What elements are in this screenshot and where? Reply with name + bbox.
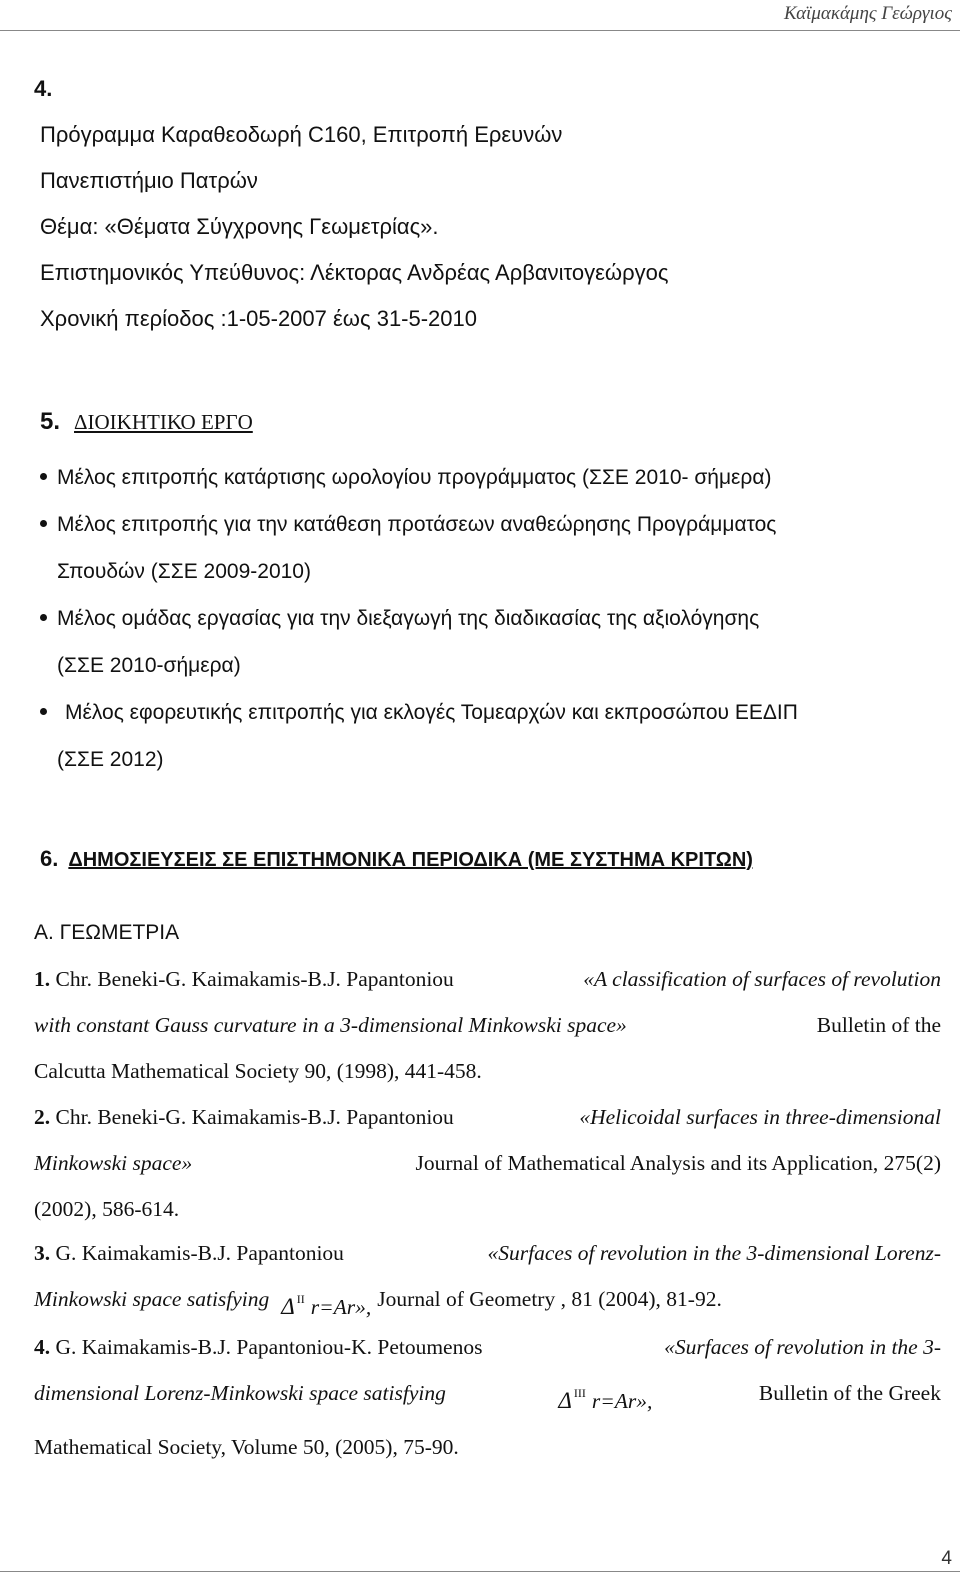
delta-symbol: Δ	[558, 1388, 572, 1413]
section6-subheading: Α. ΓΕΩΜΕΤΡΙΑ	[34, 921, 180, 944]
reference-authors: G. Kaimakamis-B.J. Papantoniou-K. Petoumenos	[55, 1335, 483, 1359]
reference-line	[34, 1048, 941, 1094]
section4-line: Χρονική περίοδος :1-05-2007 έως 31-5-2010	[40, 306, 478, 331]
header-author: Καϊμακάμης Γεώργιος	[783, 3, 952, 24]
reference-line	[34, 956, 941, 1002]
delta-superscript: II	[296, 1292, 305, 1306]
section4-lines	[40, 112, 668, 342]
reference-title: Minkowski space»	[34, 1151, 193, 1175]
section6-title: ΔΗΜΟΣΙΕΥΣΕΙΣ ΣΕ ΕΠΙΣΤΗΜΟΝΙΚΑ ΠΕΡΙΟΔΙΚΑ (ΜΕ ΣΥΣΤΗΜΑ ΚΡΙΤΩΝ)	[68, 849, 753, 871]
bullet-text-cont: (ΣΣΕ 2012)	[57, 748, 164, 771]
reference-journal: Journal of Mathematical Analysis and its Application, 275(2)	[415, 1151, 941, 1175]
reference-item	[34, 1230, 941, 1330]
reference-line	[34, 1324, 941, 1370]
reference-title: r=Ar»,	[310, 1295, 372, 1319]
bullet-item	[40, 595, 798, 642]
reference-line	[34, 1186, 941, 1232]
bullet-text: Μέλος επιτροπής κατάρτισης ωρολογίου προγράμματος (ΣΣΕ 2010- σήμερα)	[57, 466, 772, 489]
bullet-text-cont: Σπουδών (ΣΣΕ 2009-2010)	[57, 560, 311, 583]
reference-title: «Helicoidal surfaces in three-dimensional	[579, 1105, 941, 1129]
section4-number: 4.	[34, 76, 53, 101]
reference-title: «Surfaces of revolution in the 3-	[664, 1335, 941, 1359]
section6-heading	[40, 841, 753, 878]
reference-number: 3.	[34, 1241, 51, 1265]
reference-line	[34, 1370, 941, 1424]
section4-line: Θέμα: «Θέματα Σύγχρονης Γεωμετρίας».	[40, 214, 439, 239]
bullet-text: Μέλος ομάδας εργασίας για την διεξαγωγή της διαδικασίας της αξιολόγησης	[57, 607, 760, 630]
section6-number: 6.	[40, 846, 59, 871]
section5-number: 5.	[40, 408, 61, 435]
reference-line	[34, 1140, 941, 1186]
reference-number: 2.	[34, 1105, 51, 1129]
bullet-item	[40, 454, 798, 501]
section4-line: Πρόγραμμα Καραθεοδωρή C160, Επιτροπή Ερευνών	[40, 122, 563, 147]
reference-title: with constant Gauss curvature in a 3-dimensional Minkowski space»	[34, 1013, 627, 1037]
bullet-icon	[40, 708, 47, 715]
reference-item	[34, 1094, 941, 1232]
section5-bullet-list	[40, 454, 798, 783]
reference-line	[34, 1276, 941, 1330]
bullet-icon	[40, 614, 47, 621]
reference-line	[34, 1424, 941, 1470]
reference-number: 4.	[34, 1335, 51, 1359]
reference-title: Minkowski space satisfying	[34, 1287, 270, 1311]
section5-heading	[40, 404, 253, 440]
reference-authors: G. Kaimakamis-B.J. Papantoniou	[55, 1241, 344, 1265]
delta-superscript: III	[573, 1386, 586, 1400]
reference-item	[34, 1324, 941, 1470]
reference-journal: Mathematical Society, Volume 50, (2005), 75-90.	[34, 1435, 459, 1459]
reference-authors: Chr. Beneki-G. Kaimakamis-B.J. Papantoniou	[55, 967, 454, 991]
section5-title: ΔΙΟΙΚΗΤΙΚΟ ΕΡΓΟ	[74, 410, 253, 434]
footer-rule	[0, 1571, 960, 1572]
bullet-icon	[40, 520, 47, 527]
reference-number: 1.	[34, 967, 51, 991]
bullet-text: Μέλος επιτροπής για την κατάθεση προτάσεων αναθεώρησης Προγράμματος	[57, 513, 777, 536]
bullet-text: Μέλος εφορευτικής επιτροπής για εκλογές Τομεαρχών και εκπροσώπου ΕΕΔΙΠ	[65, 701, 798, 724]
bullet-text-cont: (ΣΣΕ 2010-σήμερα)	[57, 654, 241, 677]
header-rule	[0, 30, 960, 31]
section4-line: Επιστημονικός Υπεύθυνος: Λέκτορας Ανδρέας Αρβανιτογεώργος	[40, 260, 669, 285]
reference-journal: Bulletin of the Greek	[758, 1381, 941, 1405]
reference-authors: Chr. Beneki-G. Kaimakamis-B.J. Papantoniou	[55, 1105, 454, 1129]
bullet-icon	[40, 473, 47, 480]
reference-line	[34, 1094, 941, 1140]
page-number: 4	[941, 1548, 952, 1569]
reference-journal: (2002), 586-614.	[34, 1197, 180, 1221]
reference-line	[34, 1230, 941, 1276]
section4-line: Πανεπιστήμιο Πατρών	[40, 168, 258, 193]
reference-journal: Bulletin of the	[816, 1013, 941, 1037]
delta-symbol: Δ	[281, 1294, 295, 1319]
bullet-item	[40, 689, 798, 736]
reference-item	[34, 956, 941, 1094]
reference-title: r=Ar»,	[591, 1389, 653, 1413]
reference-title: «A classification of surfaces of revolution	[583, 967, 941, 991]
reference-title: «Surfaces of revolution in the 3-dimensional Lorenz-	[487, 1241, 941, 1265]
reference-line	[34, 1002, 941, 1048]
reference-journal: Calcutta Mathematical Society 90, (1998), 441-458.	[34, 1059, 482, 1083]
reference-title: dimensional Lorenz-Minkowski space satisfying	[34, 1381, 446, 1405]
reference-journal: Journal of Geometry , 81 (2004), 81-92.	[377, 1287, 722, 1311]
bullet-item	[40, 501, 798, 548]
